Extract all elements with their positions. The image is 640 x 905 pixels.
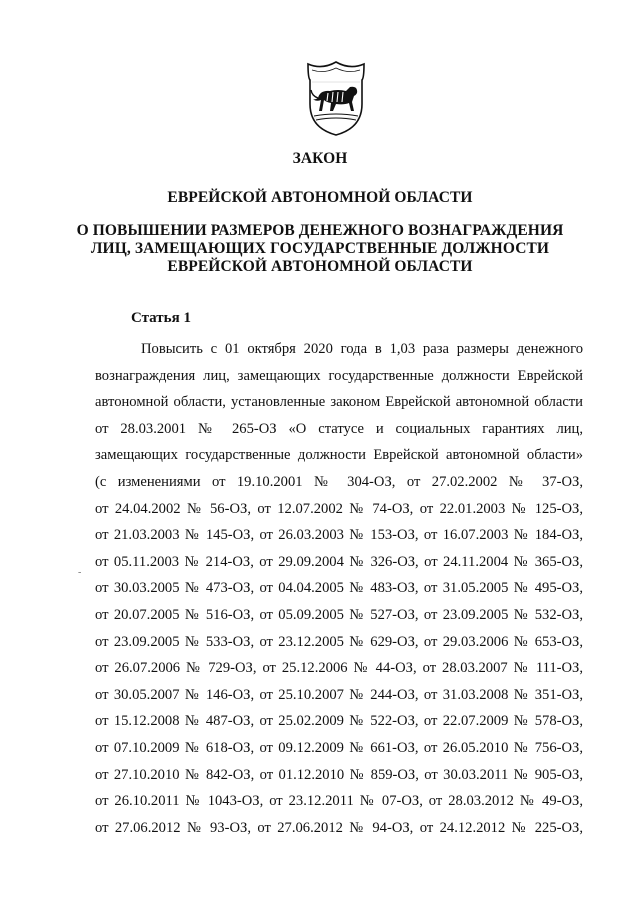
subject-line: ЛИЦ, ЗАМЕЩАЮЩИХ ГОСУДАРСТВЕННЫЕ ДОЛЖНОСТИ <box>90 240 550 257</box>
text-line: от 15.12.2008 № 487-ОЗ, от 25.02.2009 № 522-ОЗ, от 22.07.2009 № 578-ОЗ, <box>95 713 583 730</box>
text-line: от 26.07.2006 № 729-ОЗ, от 25.12.2006 № 44-ОЗ, от 28.03.2007 № 111-ОЗ, <box>95 660 583 677</box>
text-line: от 27.10.2010 № 842-ОЗ, от 01.12.2010 № 859-ОЗ, от 30.03.2011 № 905-ОЗ, <box>95 766 583 783</box>
text-line: вознаграждения лиц, замещающих государственные должности Еврейской <box>95 367 583 384</box>
subject-line: О ПОВЫШЕНИИ РАЗМЕРОВ ДЕНЕЖНОГО ВОЗНАГРАЖДЕНИЯ <box>76 222 564 239</box>
law-subject <box>0 222 640 276</box>
text-line: от 07.10.2009 № 618-ОЗ, от 09.12.2009 № 661-ОЗ, от 26.05.2010 № 756-ОЗ, <box>95 739 583 756</box>
text-line: от 24.04.2002 № 56-ОЗ, от 12.07.2002 № 74-ОЗ, от 22.01.2003 № 125-ОЗ, <box>95 500 583 517</box>
text-line: от 30.03.2005 № 473-ОЗ, от 04.04.2005 № 483-ОЗ, от 31.05.2005 № 495-ОЗ, <box>95 580 583 597</box>
text-line: от 27.06.2012 № 93-ОЗ, от 27.06.2012 № 94-ОЗ, от 24.12.2012 № 225-ОЗ, <box>95 819 583 836</box>
text-line: от 28.03.2001 № 265-ОЗ «О статусе и социальных гарантиях лиц, <box>95 420 583 437</box>
text-line: от 05.11.2003 № 214-ОЗ, от 29.09.2004 № 326-ОЗ, от 24.11.2004 № 365-ОЗ, <box>95 553 583 570</box>
text-line: (с изменениями от 19.10.2001 № 304-ОЗ, от 27.02.2002 № 37-ОЗ, <box>95 473 583 490</box>
article-text <box>95 336 583 841</box>
text-line: от 26.10.2011 № 1043-ОЗ, от 23.12.2011 № 07-ОЗ, от 28.03.2012 № 49-ОЗ, <box>95 793 583 810</box>
text-line: Повысить с 01 октября 2020 года в 1,03 раза размеры денежного <box>141 341 583 357</box>
text-line: от 23.09.2005 № 533-ОЗ, от 23.12.2005 № 629-ОЗ, от 29.03.2006 № 653-ОЗ, <box>95 633 583 650</box>
margin-mark: - <box>78 567 82 578</box>
article-heading: Статья 1 <box>131 310 191 326</box>
law-title: ЗАКОН <box>292 150 348 167</box>
coat-of-arms-tiger-icon <box>300 56 372 138</box>
text-line: от 21.03.2003 № 145-ОЗ, от 26.03.2003 № 153-ОЗ, от 16.07.2003 № 184-ОЗ, <box>95 527 583 544</box>
text-line: замещающих государственные должности Еврейской автономной области» <box>95 447 583 464</box>
text-line: от 30.05.2007 № 146-ОЗ, от 25.10.2007 № 244-ОЗ, от 31.03.2008 № 351-ОЗ, <box>95 686 583 703</box>
text-line: от 20.07.2005 № 516-ОЗ, от 05.09.2005 № 527-ОЗ, от 23.09.2005 № 532-ОЗ, <box>95 606 583 623</box>
region-title: ЕВРЕЙСКОЙ АВТОНОМНОЙ ОБЛАСТИ <box>167 189 473 206</box>
text-line: автономной области, установленные законом Еврейской автономной области <box>95 394 583 411</box>
subject-line: ЕВРЕЙСКОЙ АВТОНОМНОЙ ОБЛАСТИ <box>167 258 473 275</box>
